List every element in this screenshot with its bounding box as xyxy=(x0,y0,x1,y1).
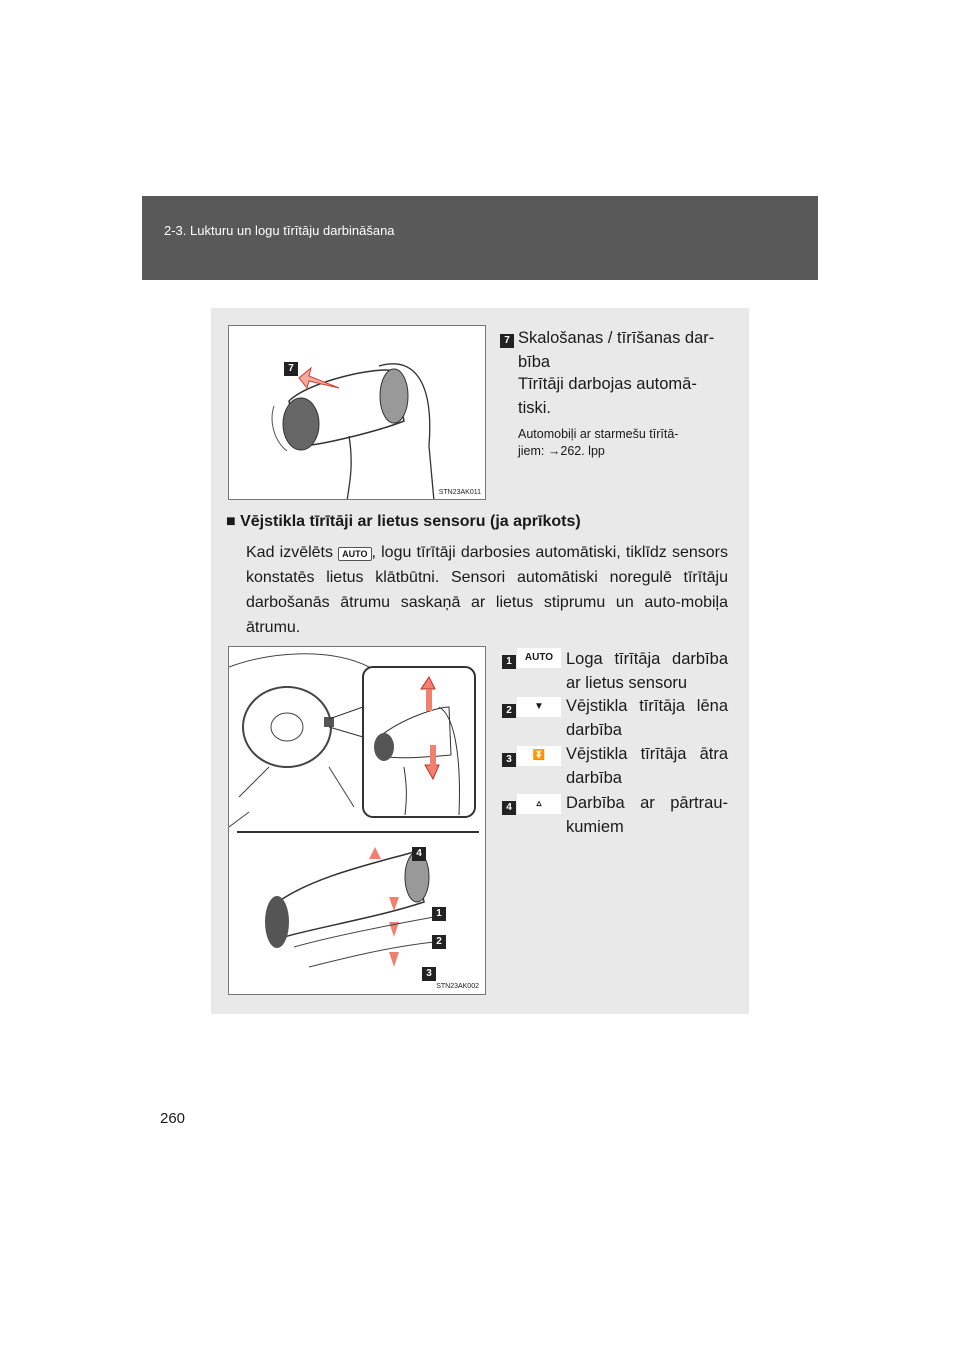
section-paragraph xyxy=(246,540,728,640)
section-header xyxy=(142,196,818,280)
item-badge-1: 1 xyxy=(502,655,516,669)
figure-code: STN23AK011 xyxy=(438,489,481,496)
figure-rain-sensor-lever xyxy=(228,646,486,995)
double-down-arrow-icon: ⏬ xyxy=(517,746,561,766)
item2-text: Vējstikla tīrītāja lēna darbība xyxy=(566,697,728,739)
item1-text: Loga tīrītāja darbība ar lietus sensoru xyxy=(566,650,728,692)
figure-badge-4: 4 xyxy=(412,847,426,861)
auto-icon: AUTO xyxy=(517,648,561,668)
item-badge-4: 4 xyxy=(502,801,516,815)
paragraph-start: Kad izvēlēts xyxy=(246,544,333,561)
figure-badge-1: 1 xyxy=(432,907,446,921)
item-badge-7: 7 xyxy=(500,334,514,348)
item4-text: Darbība ar pārtrau-kumiem xyxy=(566,794,728,836)
section-title: 2-3. Lukturu un logu tīrītāju darbināšana xyxy=(164,223,395,238)
single-down-arrow-icon: ▼ xyxy=(517,697,561,717)
figure-washer-lever xyxy=(228,325,486,500)
item7-title: Skalošanas / tīrīšanas dar- bība xyxy=(518,329,715,371)
figure-code: STN23AK002 xyxy=(436,983,479,990)
figure-badge-2: 2 xyxy=(432,935,446,949)
item7-note: Automobiļi ar starmešu tīrītā- jiem: →262. lpp xyxy=(518,427,679,458)
item-badge-3: 3 xyxy=(502,753,516,767)
auto-icon: AUTO xyxy=(338,547,371,561)
rain-sensor-illustration xyxy=(229,647,486,995)
intermittent-icon: ▵ xyxy=(517,794,561,814)
item3-text: Vējstikla tīrītāja ātra darbība xyxy=(566,745,728,787)
item7-description: Tīrītāji darbojas automā- tiski. xyxy=(518,375,697,417)
item-badge-2: 2 xyxy=(502,704,516,718)
washer-lever-illustration xyxy=(229,326,486,500)
paragraph-rest: , logu tīrītāji darbosies automātiski, tiklīdz sensors konstatēs lietus klātbūtni. Sensori automātiski noregulē tīrītāju darbošanās ātrumu saskaņā ar lietus stiprumu un auto-mobiļa ātrumu. xyxy=(246,544,728,636)
figure-badge-7: 7 xyxy=(284,362,298,376)
figure-badge-3: 3 xyxy=(422,967,436,981)
page-number: 260 xyxy=(160,1110,186,1127)
section-heading: ■ Vējstikla tīrītāji ar lietus sensoru (ja aprīkots) xyxy=(226,513,581,530)
